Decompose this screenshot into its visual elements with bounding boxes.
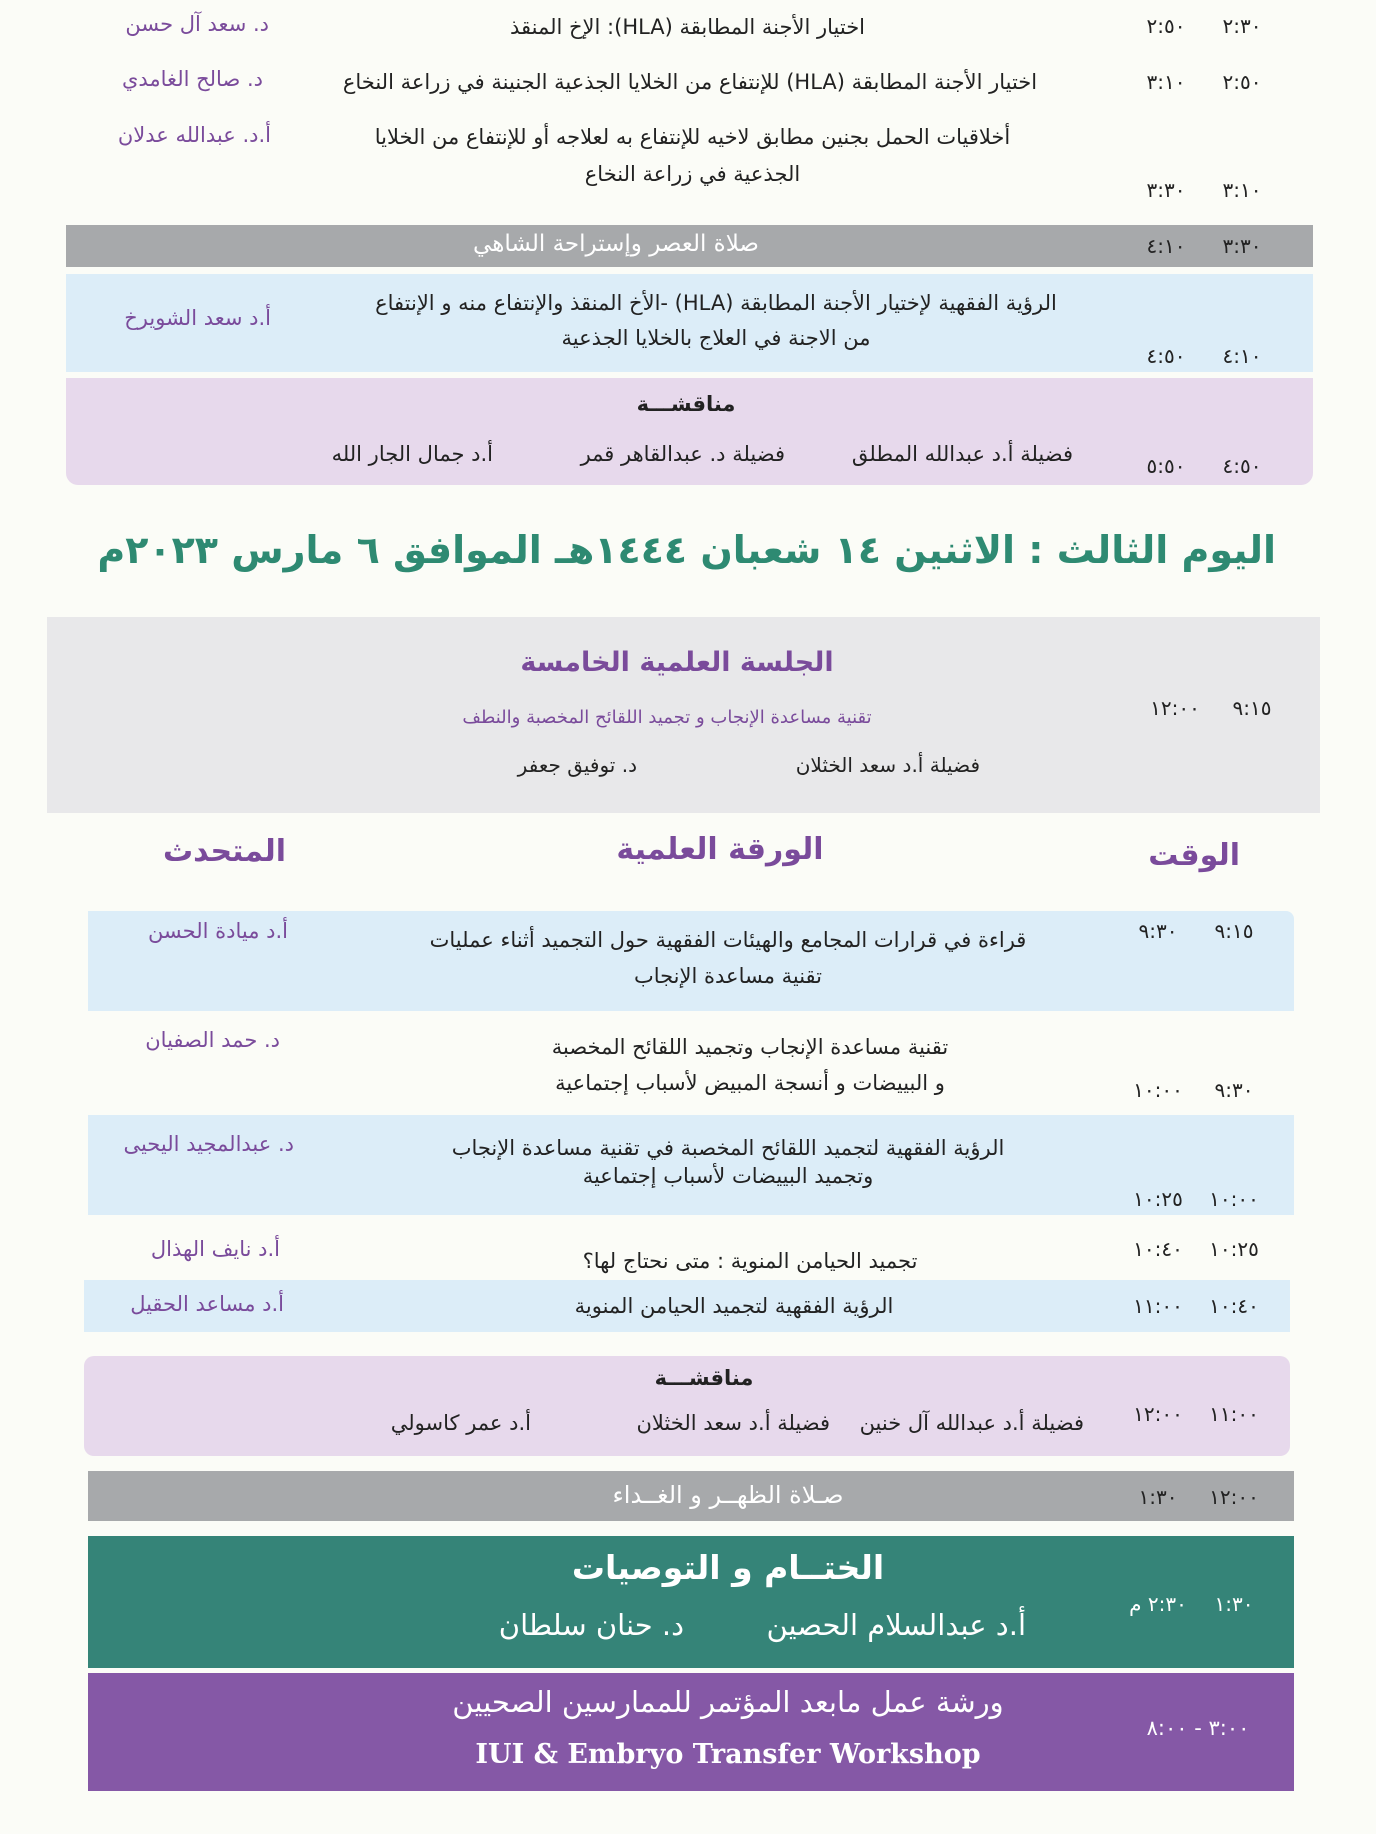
speaker-name: أ.د نايف الهذال <box>150 1237 280 1261</box>
break-band <box>88 1471 1294 1521</box>
paper-title-line1: تجميد الحيامن المنوية : متى نحتاج لها؟ <box>582 1249 918 1273</box>
break-end-time: ١:٣٠ <box>1138 1485 1178 1509</box>
speaker-name: د. صالح الغامدي <box>121 67 263 91</box>
row-end-time: ٢:٥٠ <box>1146 14 1186 38</box>
paper-title-line1: الرؤية الفقهية لتجميد الحيامن المنوية <box>574 1294 894 1318</box>
discussion-panelist-3: أ.د عمر كاسولي <box>390 1411 531 1435</box>
speaker-name: أ.د مساعد الحقيل <box>130 1292 284 1316</box>
discussion-panelist-3: أ.د جمال الجار الله <box>331 442 493 466</box>
session-start-time: ٩:١٥ <box>1232 696 1272 720</box>
discussion-start-time: ١١:٠٠ <box>1209 1402 1259 1426</box>
row-start-time: ٤:١٠ <box>1222 344 1262 368</box>
break-band <box>66 225 1313 267</box>
break-start-time: ١٢:٠٠ <box>1209 1485 1259 1509</box>
paper-title-line2: تقنية مساعدة الإنجاب <box>633 964 823 988</box>
paper-title-line2: و البييضات و أنسجة المبيض لأسباب إجتماعية <box>555 1071 945 1095</box>
break-label: صلاة العصر وإستراحة الشاهي <box>473 231 759 257</box>
table-row <box>84 1280 1290 1332</box>
closing-start-time: ١:٣٠ <box>1214 1592 1254 1616</box>
speaker-name: أ.د سعد الشويرخ <box>124 306 271 330</box>
row-start-time: ٩:٣٠ <box>1214 1078 1254 1102</box>
paper-title-line1: الرؤية الفقهية لتجميد اللقائح المخصبة في تقنية مساعدة الإنجاب <box>451 1136 1005 1160</box>
discussion-panelist-1: فضيلة أ.د عبدالله آل خنين <box>859 1411 1084 1435</box>
row-end-time: ٣:١٠ <box>1146 70 1186 94</box>
row-end-time: ١٠:٢٥ <box>1133 1187 1183 1211</box>
discussion-panelist-1: فضيلة أ.د عبدالله المطلق <box>851 442 1073 466</box>
closing-presenter-1: أ.د عبدالسلام الحصين <box>766 1608 1026 1642</box>
workshop-title-arabic: ورشة عمل مابعد المؤتمر للممارسين الصحيين <box>452 1685 1004 1719</box>
session-band <box>47 617 1320 813</box>
table-row <box>88 1115 1294 1215</box>
paper-title-line1: قراءة في قرارات المجامع والهيئات الفقهية حول التجميد أثناء عمليات <box>429 928 1027 952</box>
table-row <box>88 911 1294 1011</box>
paper-title: اختيار الأجنة المطابقة (HLA) للإنتفاع من الخلايا الجذعية الجنينة في زراعة النخاع <box>342 70 1038 94</box>
discussion-band <box>84 1356 1290 1456</box>
closing-end-time: ٢:٣٠ م <box>1129 1592 1187 1616</box>
speaker-name: أ.د. عبدالله عدلان <box>117 123 271 147</box>
speaker-name: د. عبدالمجيد اليحيى <box>123 1132 294 1156</box>
session-end-time: ١٢:٠٠ <box>1150 696 1200 720</box>
row-end-time: ٣:٣٠ <box>1146 178 1186 202</box>
paper-title-line1: تقنية مساعدة الإنجاب وتجميد اللقائح المخصبة <box>551 1035 949 1059</box>
session-chair-1: فضيلة أ.د سعد الخثلان <box>795 753 980 777</box>
header-speaker: المتحدث <box>162 834 286 869</box>
paper-title-line1: أخلاقيات الحمل بجنين مطابق لاخيه للإنتفاع به لعلاجه أو للإنتفاع من الخلايا <box>374 125 1011 149</box>
workshop-time: ٣:٠٠ - ٨:٠٠ <box>1146 1716 1250 1740</box>
day-title: اليوم الثالث : الاثنين ١٤ شعبان ١٤٤٤هـ الموافق ٦ مارس ٢٠٢٣م <box>97 528 1276 572</box>
discussion-end-time: ١٢:٠٠ <box>1133 1402 1183 1426</box>
row-start-time: ٢:٥٠ <box>1222 70 1262 94</box>
row-end-time: ٤:٥٠ <box>1146 344 1186 368</box>
row-start-time: ١٠:٢٥ <box>1209 1237 1259 1261</box>
row-start-time: ٢:٣٠ <box>1222 14 1262 38</box>
discussion-band <box>66 378 1313 485</box>
row-start-time: ١٠:٤٠ <box>1209 1294 1259 1318</box>
session-chair-2: د. توفيق جعفر <box>517 753 637 777</box>
session-title: الجلسة العلمية الخامسة <box>520 647 834 678</box>
row-start-time: ٣:١٠ <box>1222 178 1262 202</box>
speaker-name: د. حمد الصفيان <box>145 1028 280 1052</box>
paper-title-line1: الرؤية الفقهية لإختيار الأجنة المطابقة (HLA) -الأخ المنقذ والإنتفاع منه و الإنتفاع <box>375 291 1057 315</box>
header-time: الوقت <box>1148 838 1240 873</box>
row-start-time: ٩:١٥ <box>1214 919 1254 943</box>
discussion-title: مناقشـــة <box>636 392 736 416</box>
closing-presenter-2: د. حنان سلطان <box>498 1608 684 1642</box>
discussion-panelist-2: فضيلة أ.د سعد الخثلان <box>636 1411 830 1435</box>
closing-band <box>88 1536 1294 1668</box>
row-end-time: ١٠:٤٠ <box>1133 1237 1183 1261</box>
paper-title-line2: وتجميد البييضات لأسباب إجتماعية <box>582 1164 874 1188</box>
row-end-time: ١٠:٠٠ <box>1133 1078 1183 1102</box>
fiqh-row <box>66 274 1313 372</box>
row-start-time: ١٠:٠٠ <box>1209 1187 1259 1211</box>
break-start-time: ٣:٣٠ <box>1222 234 1262 258</box>
session-subtitle: تقنية مساعدة الإنجاب و تجميد اللقائح المخصبة والنطف <box>462 707 872 728</box>
paper-title-line2: الجذعية في زراعة النخاع <box>584 162 801 186</box>
row-end-time: ١١:٠٠ <box>1133 1294 1183 1318</box>
speaker-name: أ.د ميادة الحسن <box>147 919 288 943</box>
discussion-title: مناقشـــة <box>654 1366 754 1390</box>
closing-title: الختــام و التوصيات <box>571 1548 885 1587</box>
header-paper: الورقة العلمية <box>616 832 824 867</box>
break-label: صـلاة الظهــر و الغــداء <box>612 1481 844 1509</box>
discussion-panelist-2: فضيلة د. عبدالقاهر قمر <box>580 442 785 466</box>
discussion-end-time: ٥:٥٠ <box>1146 454 1186 478</box>
paper-title-line2: من الاجنة في العلاج بالخلايا الجذعية <box>561 326 871 350</box>
workshop-band <box>88 1673 1294 1791</box>
discussion-start-time: ٤:٥٠ <box>1222 454 1262 478</box>
speaker-name: د. سعد آل حسن <box>125 12 269 36</box>
row-end-time: ٩:٣٠ <box>1138 919 1178 943</box>
paper-title: اختيار الأجنة المطابقة (HLA): الإخ المنقذ <box>509 15 866 39</box>
break-end-time: ٤:١٠ <box>1146 234 1186 258</box>
workshop-title-english: IUI & Embryo Transfer Workshop <box>475 1739 981 1770</box>
